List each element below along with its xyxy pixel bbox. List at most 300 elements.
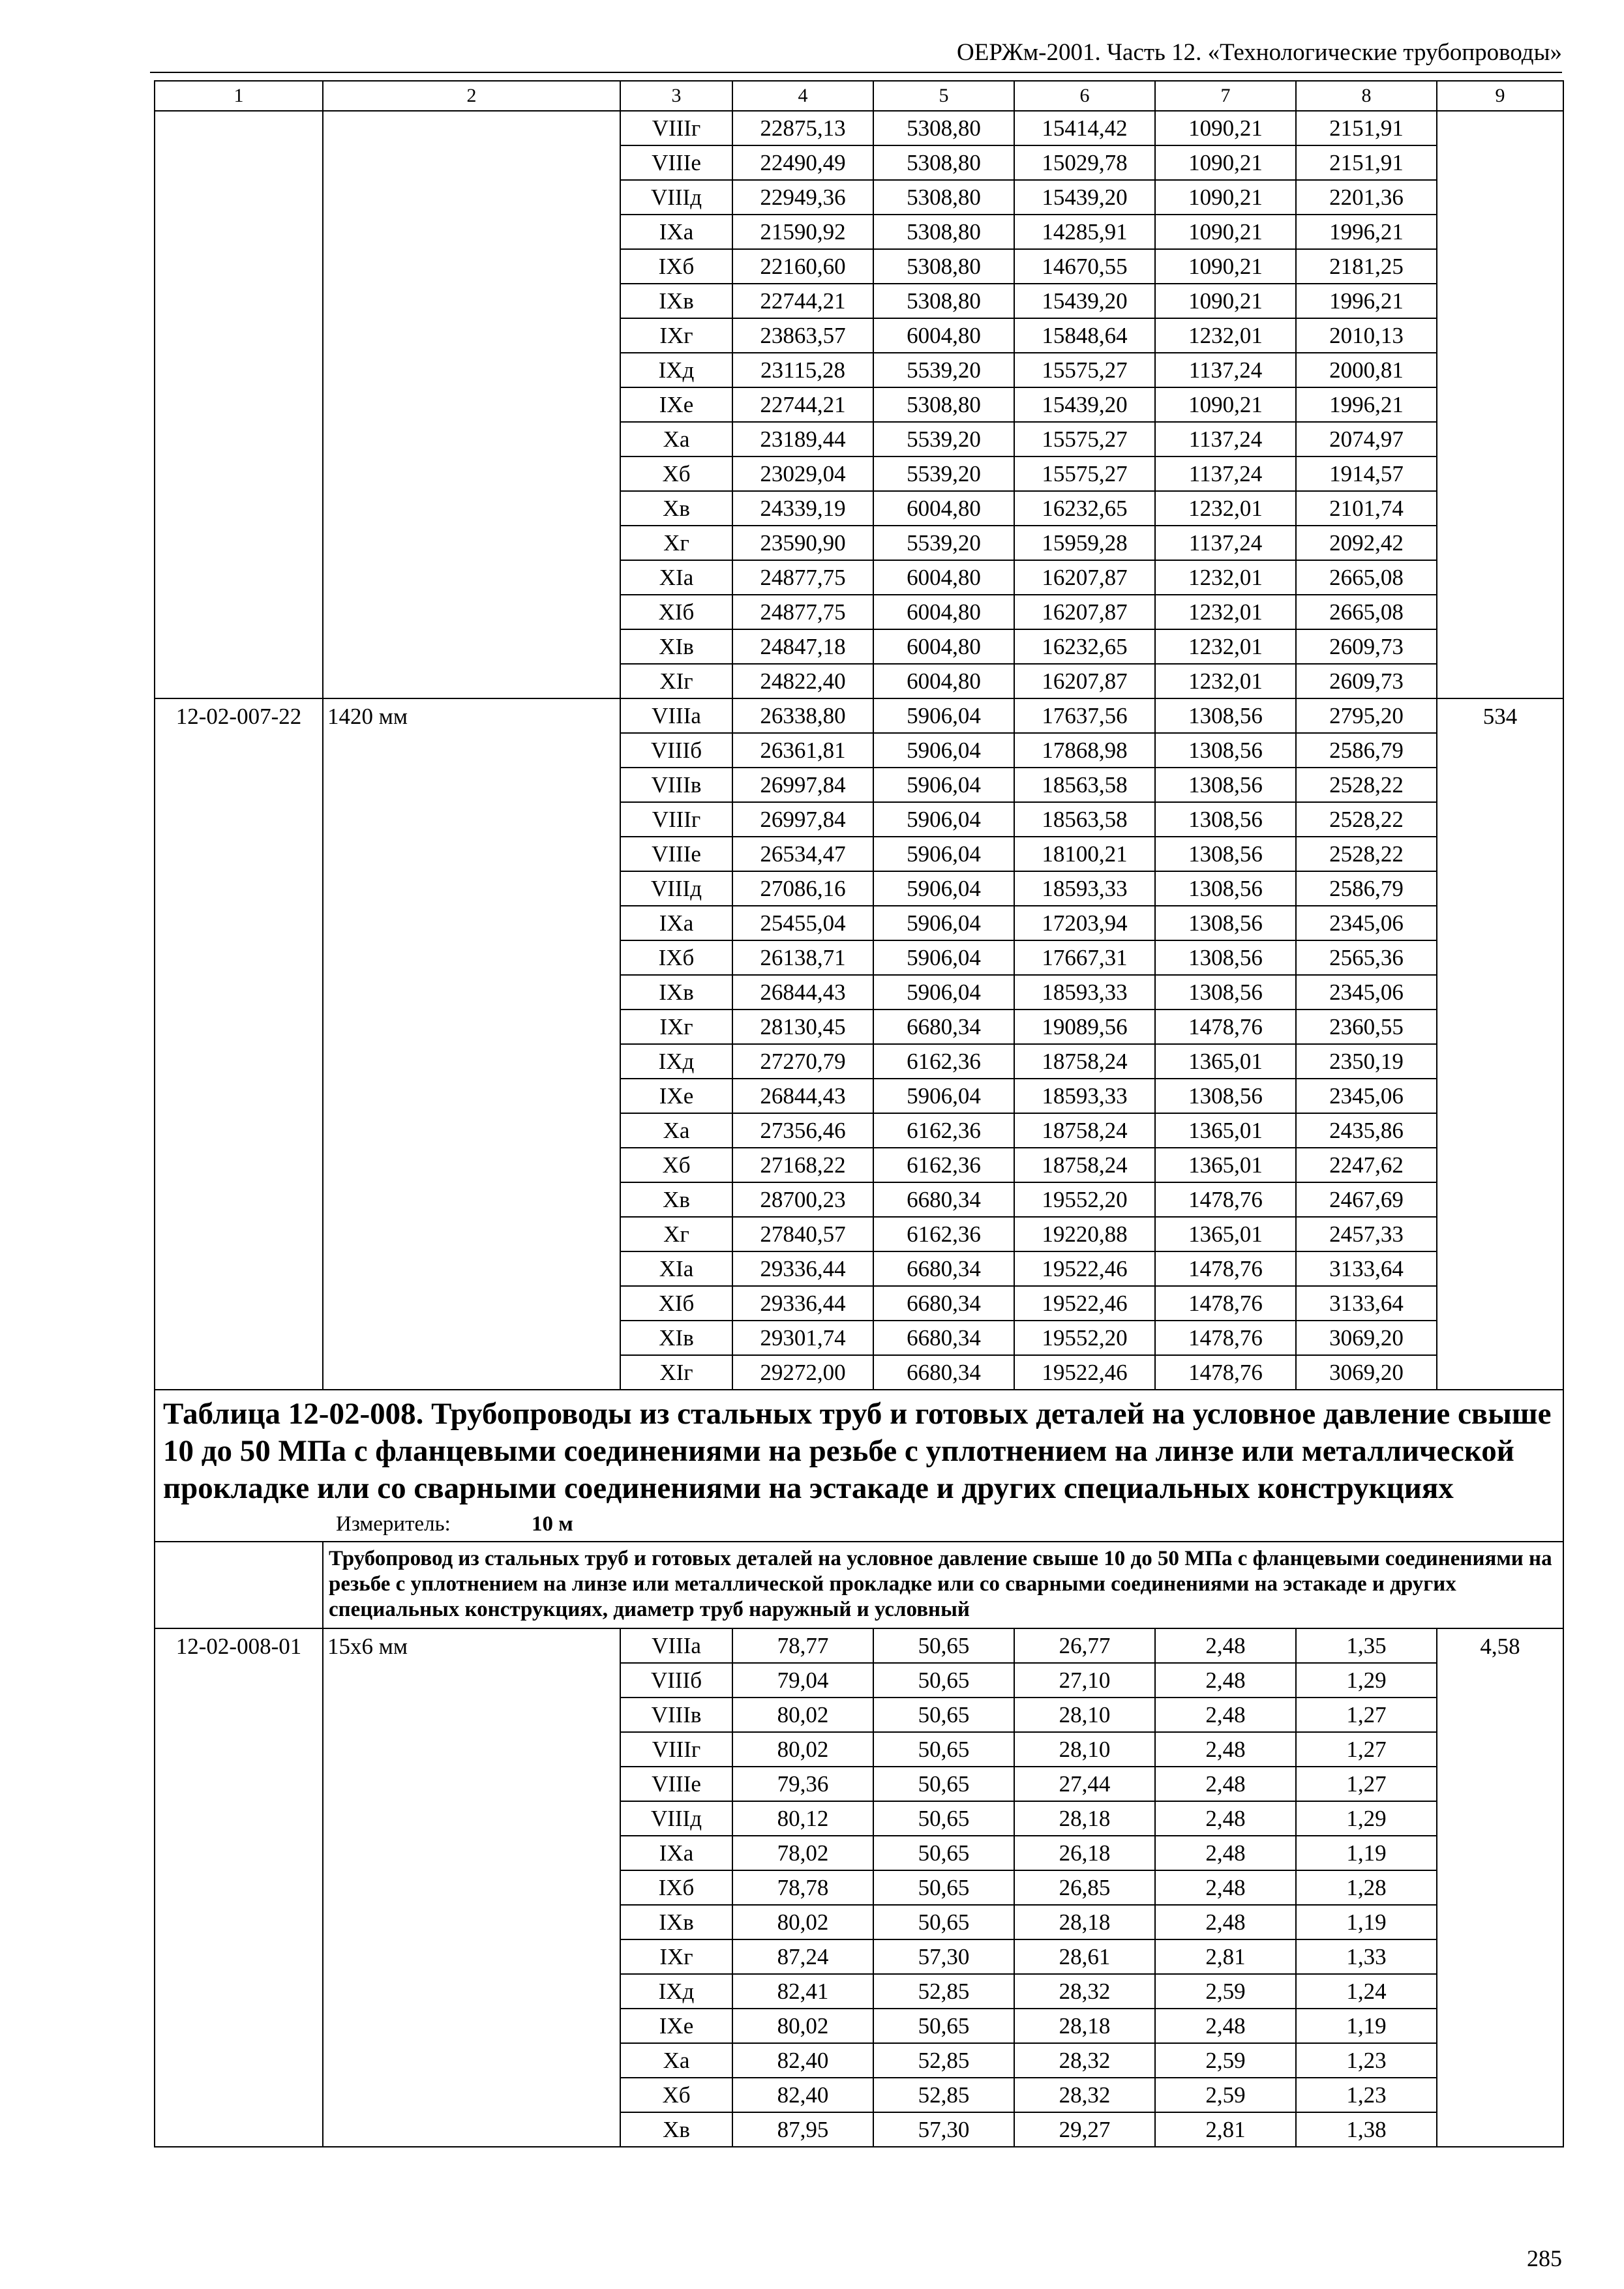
total-cost-cell: 27168,22 <box>732 1148 873 1182</box>
column-number-row <box>155 81 1563 111</box>
rate-code-cell <box>155 111 323 698</box>
wages-cell: 52,85 <box>873 1974 1014 2009</box>
region-cell: VIIIе <box>620 145 732 180</box>
region-cell: IXе <box>620 387 732 422</box>
column-number: 5 <box>873 81 1014 111</box>
operator-wages-cell: 1232,01 <box>1155 318 1296 353</box>
operator-wages-cell: 1090,21 <box>1155 145 1296 180</box>
operator-wages-cell: 2,48 <box>1155 1801 1296 1836</box>
materials-cell: 1,27 <box>1296 1698 1437 1732</box>
machines-cell: 19552,20 <box>1014 1182 1155 1217</box>
wages-cell: 6162,36 <box>873 1217 1014 1251</box>
machines-cell: 28,32 <box>1014 2043 1155 2078</box>
machines-cell: 27,10 <box>1014 1663 1155 1698</box>
materials-cell: 2586,79 <box>1296 871 1437 906</box>
region-cell: VIIIд <box>620 871 732 906</box>
materials-cell: 3133,64 <box>1296 1286 1437 1321</box>
wages-cell: 50,65 <box>873 1905 1014 1939</box>
table-row <box>155 1628 1563 1663</box>
materials-cell: 2010,13 <box>1296 318 1437 353</box>
machines-cell: 28,18 <box>1014 1801 1155 1836</box>
page-number: 285 <box>1527 2245 1562 2271</box>
region-cell: VIIIв <box>620 1698 732 1732</box>
operator-wages-cell: 1308,56 <box>1155 1079 1296 1113</box>
operator-wages-cell: 1137,24 <box>1155 422 1296 456</box>
region-cell: IXб <box>620 1870 732 1905</box>
region-cell: IXв <box>620 284 732 318</box>
machines-cell: 17203,94 <box>1014 906 1155 940</box>
column-number: 8 <box>1296 81 1437 111</box>
operator-wages-cell: 1308,56 <box>1155 802 1296 837</box>
wages-cell: 5308,80 <box>873 180 1014 215</box>
operator-wages-cell: 1478,76 <box>1155 1251 1296 1286</box>
mass-cell: 534 <box>1437 698 1563 1390</box>
materials-cell: 2457,33 <box>1296 1217 1437 1251</box>
materials-cell: 1,19 <box>1296 2009 1437 2043</box>
machines-cell: 26,18 <box>1014 1836 1155 1870</box>
section-heading-spacer <box>155 1542 323 1628</box>
rate-name-cell: 15х6 мм <box>323 1628 620 2147</box>
region-cell: IXе <box>620 1079 732 1113</box>
running-header: ОЕРЖм-2001. Часть 12. «Технологические трубопроводы» <box>957 39 1562 66</box>
region-cell: IXд <box>620 353 732 387</box>
table-title: Таблица 12-02-008. Трубопроводы из стальных труб и готовых деталей на условное давление свыше 10 до 50 МПа с фланцевыми соединениями на резьбе с уплотнением на линзе или металлической прокладке или со сварными соединениями на эстакаде и других специальных конструкциях <box>163 1397 1552 1505</box>
machines-cell: 16232,65 <box>1014 629 1155 664</box>
materials-cell: 3069,20 <box>1296 1321 1437 1355</box>
total-cost-cell: 22490,49 <box>732 145 873 180</box>
materials-cell: 3069,20 <box>1296 1355 1437 1390</box>
total-cost-cell: 22160,60 <box>732 249 873 284</box>
materials-cell: 1996,21 <box>1296 284 1437 318</box>
region-cell: XIа <box>620 560 732 595</box>
total-cost-cell: 27270,79 <box>732 1044 873 1079</box>
wages-cell: 5539,20 <box>873 526 1014 560</box>
wages-cell: 6004,80 <box>873 318 1014 353</box>
column-number: 7 <box>1155 81 1296 111</box>
wages-cell: 5906,04 <box>873 871 1014 906</box>
materials-cell: 2665,08 <box>1296 595 1437 629</box>
region-cell: VIIIб <box>620 733 732 768</box>
total-cost-cell: 78,77 <box>732 1628 873 1663</box>
machines-cell: 18758,24 <box>1014 1044 1155 1079</box>
operator-wages-cell: 1365,01 <box>1155 1113 1296 1148</box>
rates-table <box>154 80 1564 2147</box>
operator-wages-cell: 1232,01 <box>1155 560 1296 595</box>
wages-cell: 6004,80 <box>873 664 1014 698</box>
wages-cell: 50,65 <box>873 1870 1014 1905</box>
machines-cell: 17667,31 <box>1014 940 1155 975</box>
region-cell: XIб <box>620 1286 732 1321</box>
total-cost-cell: 24339,19 <box>732 491 873 526</box>
machines-cell: 14285,91 <box>1014 215 1155 249</box>
machines-cell: 18593,33 <box>1014 871 1155 906</box>
machines-cell: 18758,24 <box>1014 1148 1155 1182</box>
materials-cell: 2345,06 <box>1296 975 1437 1010</box>
machines-cell: 18593,33 <box>1014 1079 1155 1113</box>
region-cell: IXв <box>620 975 732 1010</box>
materials-cell: 2528,22 <box>1296 768 1437 802</box>
materials-cell: 1,28 <box>1296 1870 1437 1905</box>
machines-cell: 16232,65 <box>1014 491 1155 526</box>
materials-cell: 1,24 <box>1296 1974 1437 2009</box>
materials-cell: 1,35 <box>1296 1628 1437 1663</box>
region-cell: IXд <box>620 1044 732 1079</box>
machines-cell: 26,77 <box>1014 1628 1155 1663</box>
total-cost-cell: 23863,57 <box>732 318 873 353</box>
total-cost-cell: 27086,16 <box>732 871 873 906</box>
wages-cell: 5308,80 <box>873 215 1014 249</box>
machines-cell: 16207,87 <box>1014 664 1155 698</box>
wages-cell: 5906,04 <box>873 940 1014 975</box>
operator-wages-cell: 2,59 <box>1155 2078 1296 2112</box>
wages-cell: 6004,80 <box>873 560 1014 595</box>
operator-wages-cell: 1090,21 <box>1155 387 1296 422</box>
wages-cell: 5906,04 <box>873 837 1014 871</box>
operator-wages-cell: 1308,56 <box>1155 733 1296 768</box>
column-number: 4 <box>732 81 873 111</box>
total-cost-cell: 78,02 <box>732 1836 873 1870</box>
region-cell: Xв <box>620 1182 732 1217</box>
machines-cell: 19522,46 <box>1014 1251 1155 1286</box>
materials-cell: 2435,86 <box>1296 1113 1437 1148</box>
region-cell: VIIIб <box>620 1663 732 1698</box>
wages-cell: 5906,04 <box>873 698 1014 733</box>
region-cell: Xб <box>620 1148 732 1182</box>
operator-wages-cell: 1308,56 <box>1155 871 1296 906</box>
operator-wages-cell: 1090,21 <box>1155 111 1296 145</box>
wages-cell: 5906,04 <box>873 802 1014 837</box>
region-cell: VIIIе <box>620 837 732 871</box>
total-cost-cell: 87,95 <box>732 2112 873 2147</box>
machines-cell: 19220,88 <box>1014 1217 1155 1251</box>
operator-wages-cell: 1308,56 <box>1155 768 1296 802</box>
machines-cell: 15439,20 <box>1014 387 1155 422</box>
operator-wages-cell: 2,48 <box>1155 1698 1296 1732</box>
materials-cell: 2586,79 <box>1296 733 1437 768</box>
region-cell: XIг <box>620 664 732 698</box>
total-cost-cell: 28130,45 <box>732 1010 873 1044</box>
operator-wages-cell: 1308,56 <box>1155 698 1296 733</box>
region-cell: VIIIд <box>620 180 732 215</box>
operator-wages-cell: 2,48 <box>1155 1732 1296 1767</box>
machines-cell: 15414,42 <box>1014 111 1155 145</box>
region-cell: VIIIг <box>620 1732 732 1767</box>
machines-cell: 28,18 <box>1014 2009 1155 2043</box>
wages-cell: 57,30 <box>873 2112 1014 2147</box>
column-number: 1 <box>155 81 323 111</box>
operator-wages-cell: 1365,01 <box>1155 1217 1296 1251</box>
rate-name-cell <box>323 111 620 698</box>
wages-cell: 5906,04 <box>873 1079 1014 1113</box>
column-number: 6 <box>1014 81 1155 111</box>
rates-table-body <box>155 81 1563 2147</box>
operator-wages-cell: 2,48 <box>1155 1870 1296 1905</box>
wages-cell: 6004,80 <box>873 629 1014 664</box>
machines-cell: 28,32 <box>1014 1974 1155 2009</box>
mass-cell <box>1437 111 1563 698</box>
wages-cell: 6162,36 <box>873 1148 1014 1182</box>
operator-wages-cell: 1232,01 <box>1155 664 1296 698</box>
total-cost-cell: 80,02 <box>732 1732 873 1767</box>
wages-cell: 50,65 <box>873 1698 1014 1732</box>
operator-wages-cell: 1478,76 <box>1155 1321 1296 1355</box>
materials-cell: 3133,64 <box>1296 1251 1437 1286</box>
region-cell: VIIIд <box>620 1801 732 1836</box>
total-cost-cell: 26361,81 <box>732 733 873 768</box>
operator-wages-cell: 1090,21 <box>1155 215 1296 249</box>
materials-cell: 2345,06 <box>1296 1079 1437 1113</box>
rate-name-cell: 1420 мм <box>323 698 620 1390</box>
machines-cell: 28,61 <box>1014 1939 1155 1974</box>
total-cost-cell: 22949,36 <box>732 180 873 215</box>
total-cost-cell: 78,78 <box>732 1870 873 1905</box>
region-cell: Xб <box>620 2078 732 2112</box>
operator-wages-cell: 1232,01 <box>1155 491 1296 526</box>
materials-cell: 2528,22 <box>1296 837 1437 871</box>
table-row <box>155 111 1563 145</box>
operator-wages-cell: 1090,21 <box>1155 249 1296 284</box>
rate-code-cell: 12-02-008-01 <box>155 1628 323 2147</box>
operator-wages-cell: 1090,21 <box>1155 284 1296 318</box>
total-cost-cell: 25455,04 <box>732 906 873 940</box>
rate-code-cell: 12-02-007-22 <box>155 698 323 1390</box>
region-cell: IXб <box>620 249 732 284</box>
materials-cell: 2151,91 <box>1296 145 1437 180</box>
wages-cell: 6680,34 <box>873 1321 1014 1355</box>
operator-wages-cell: 1137,24 <box>1155 456 1296 491</box>
region-cell: Xг <box>620 526 732 560</box>
total-cost-cell: 29336,44 <box>732 1251 873 1286</box>
materials-cell: 2092,42 <box>1296 526 1437 560</box>
region-cell: Xг <box>620 1217 732 1251</box>
region-cell: VIIIа <box>620 1628 732 1663</box>
wages-cell: 5308,80 <box>873 387 1014 422</box>
region-cell: IXб <box>620 940 732 975</box>
operator-wages-cell: 1137,24 <box>1155 353 1296 387</box>
operator-wages-cell: 1308,56 <box>1155 940 1296 975</box>
materials-cell: 1,23 <box>1296 2043 1437 2078</box>
machines-cell: 17868,98 <box>1014 733 1155 768</box>
operator-wages-cell: 2,48 <box>1155 1628 1296 1663</box>
wages-cell: 5308,80 <box>873 111 1014 145</box>
wages-cell: 50,65 <box>873 1628 1014 1663</box>
measure-label: Измеритель: <box>336 1512 451 1536</box>
wages-cell: 52,85 <box>873 2043 1014 2078</box>
operator-wages-cell: 1308,56 <box>1155 906 1296 940</box>
machines-cell: 16207,87 <box>1014 560 1155 595</box>
region-cell: XIв <box>620 1321 732 1355</box>
total-cost-cell: 82,41 <box>732 1974 873 2009</box>
materials-cell: 2665,08 <box>1296 560 1437 595</box>
wages-cell: 5308,80 <box>873 249 1014 284</box>
total-cost-cell: 26997,84 <box>732 802 873 837</box>
machines-cell: 15575,27 <box>1014 422 1155 456</box>
operator-wages-cell: 2,48 <box>1155 1836 1296 1870</box>
machines-cell: 27,44 <box>1014 1767 1155 1801</box>
region-cell: VIIIа <box>620 698 732 733</box>
region-cell: Xв <box>620 491 732 526</box>
region-cell: Xв <box>620 2112 732 2147</box>
operator-wages-cell: 2,81 <box>1155 1939 1296 1974</box>
wages-cell: 50,65 <box>873 1801 1014 1836</box>
materials-cell: 2345,06 <box>1296 906 1437 940</box>
operator-wages-cell: 2,59 <box>1155 1974 1296 2009</box>
wages-cell: 5308,80 <box>873 284 1014 318</box>
wages-cell: 5539,20 <box>873 456 1014 491</box>
total-cost-cell: 22744,21 <box>732 284 873 318</box>
materials-cell: 2101,74 <box>1296 491 1437 526</box>
total-cost-cell: 26338,80 <box>732 698 873 733</box>
machines-cell: 19089,56 <box>1014 1010 1155 1044</box>
wages-cell: 6680,34 <box>873 1182 1014 1217</box>
total-cost-cell: 24877,75 <box>732 560 873 595</box>
operator-wages-cell: 2,48 <box>1155 1767 1296 1801</box>
materials-cell: 2247,62 <box>1296 1148 1437 1182</box>
operator-wages-cell: 1137,24 <box>1155 526 1296 560</box>
materials-cell: 1,38 <box>1296 2112 1437 2147</box>
wages-cell: 5539,20 <box>873 422 1014 456</box>
wages-cell: 6162,36 <box>873 1113 1014 1148</box>
total-cost-cell: 26138,71 <box>732 940 873 975</box>
operator-wages-cell: 1308,56 <box>1155 975 1296 1010</box>
total-cost-cell: 24877,75 <box>732 595 873 629</box>
wages-cell: 6162,36 <box>873 1044 1014 1079</box>
total-cost-cell: 29336,44 <box>732 1286 873 1321</box>
wages-cell: 52,85 <box>873 2078 1014 2112</box>
materials-cell: 2609,73 <box>1296 629 1437 664</box>
total-cost-cell: 23189,44 <box>732 422 873 456</box>
machines-cell: 15575,27 <box>1014 353 1155 387</box>
total-cost-cell: 79,36 <box>732 1767 873 1801</box>
machines-cell: 16207,87 <box>1014 595 1155 629</box>
header-rule <box>150 72 1562 73</box>
operator-wages-cell: 1232,01 <box>1155 595 1296 629</box>
machines-cell: 15575,27 <box>1014 456 1155 491</box>
wages-cell: 6680,34 <box>873 1286 1014 1321</box>
region-cell: IXа <box>620 1836 732 1870</box>
materials-cell: 2350,19 <box>1296 1044 1437 1079</box>
machines-cell: 18563,58 <box>1014 802 1155 837</box>
total-cost-cell: 80,02 <box>732 1905 873 1939</box>
materials-cell: 2528,22 <box>1296 802 1437 837</box>
operator-wages-cell: 1365,01 <box>1155 1044 1296 1079</box>
total-cost-cell: 23115,28 <box>732 353 873 387</box>
operator-wages-cell: 2,59 <box>1155 2043 1296 2078</box>
total-cost-cell: 80,02 <box>732 2009 873 2043</box>
total-cost-cell: 27356,46 <box>732 1113 873 1148</box>
region-cell: XIв <box>620 629 732 664</box>
column-number: 2 <box>323 81 620 111</box>
region-cell: IXд <box>620 1974 732 2009</box>
materials-cell: 1,29 <box>1296 1663 1437 1698</box>
total-cost-cell: 29272,00 <box>732 1355 873 1390</box>
machines-cell: 26,85 <box>1014 1870 1155 1905</box>
wages-cell: 50,65 <box>873 1732 1014 1767</box>
machines-cell: 18758,24 <box>1014 1113 1155 1148</box>
total-cost-cell: 29301,74 <box>732 1321 873 1355</box>
operator-wages-cell: 2,48 <box>1155 2009 1296 2043</box>
operator-wages-cell: 1478,76 <box>1155 1355 1296 1390</box>
region-cell: Xа <box>620 422 732 456</box>
materials-cell: 2360,55 <box>1296 1010 1437 1044</box>
total-cost-cell: 27840,57 <box>732 1217 873 1251</box>
measure-line <box>163 1511 1559 1537</box>
materials-cell: 2609,73 <box>1296 664 1437 698</box>
total-cost-cell: 80,02 <box>732 1698 873 1732</box>
region-cell: IXг <box>620 318 732 353</box>
region-cell: VIIIв <box>620 768 732 802</box>
machines-cell: 15439,20 <box>1014 284 1155 318</box>
table-title-row <box>155 1390 1563 1542</box>
operator-wages-cell: 1308,56 <box>1155 837 1296 871</box>
machines-cell: 28,18 <box>1014 1905 1155 1939</box>
machines-cell: 15029,78 <box>1014 145 1155 180</box>
region-cell: VIIIе <box>620 1767 732 1801</box>
wages-cell: 5308,80 <box>873 145 1014 180</box>
wages-cell: 50,65 <box>873 1767 1014 1801</box>
wages-cell: 6680,34 <box>873 1010 1014 1044</box>
materials-cell: 1,27 <box>1296 1767 1437 1801</box>
machines-cell: 18563,58 <box>1014 768 1155 802</box>
table-title-cell <box>155 1390 1563 1542</box>
total-cost-cell: 22744,21 <box>732 387 873 422</box>
total-cost-cell: 26844,43 <box>732 1079 873 1113</box>
total-cost-cell: 82,40 <box>732 2078 873 2112</box>
materials-cell: 1,27 <box>1296 1732 1437 1767</box>
machines-cell: 17637,56 <box>1014 698 1155 733</box>
machines-cell: 19522,46 <box>1014 1286 1155 1321</box>
region-cell: IXа <box>620 906 732 940</box>
region-cell: IXа <box>620 215 732 249</box>
section-heading-row <box>155 1542 1563 1628</box>
region-cell: VIIIг <box>620 111 732 145</box>
materials-cell: 2181,25 <box>1296 249 1437 284</box>
materials-cell: 1,33 <box>1296 1939 1437 1974</box>
materials-cell: 1,19 <box>1296 1905 1437 1939</box>
materials-cell: 2000,81 <box>1296 353 1437 387</box>
wages-cell: 5906,04 <box>873 975 1014 1010</box>
wages-cell: 57,30 <box>873 1939 1014 1974</box>
machines-cell: 19552,20 <box>1014 1321 1155 1355</box>
total-cost-cell: 80,12 <box>732 1801 873 1836</box>
wages-cell: 6004,80 <box>873 595 1014 629</box>
materials-cell: 2201,36 <box>1296 180 1437 215</box>
region-cell: XIа <box>620 1251 732 1286</box>
machines-cell: 15439,20 <box>1014 180 1155 215</box>
materials-cell: 1914,57 <box>1296 456 1437 491</box>
machines-cell: 28,10 <box>1014 1698 1155 1732</box>
column-number: 3 <box>620 81 732 111</box>
machines-cell: 18100,21 <box>1014 837 1155 871</box>
machines-cell: 29,27 <box>1014 2112 1155 2147</box>
materials-cell: 2467,69 <box>1296 1182 1437 1217</box>
total-cost-cell: 23029,04 <box>732 456 873 491</box>
total-cost-cell: 26534,47 <box>732 837 873 871</box>
machines-cell: 18593,33 <box>1014 975 1155 1010</box>
total-cost-cell: 22875,13 <box>732 111 873 145</box>
operator-wages-cell: 2,81 <box>1155 2112 1296 2147</box>
materials-cell: 1996,21 <box>1296 387 1437 422</box>
wages-cell: 5539,20 <box>873 353 1014 387</box>
machines-cell: 14670,55 <box>1014 249 1155 284</box>
region-cell: IXг <box>620 1939 732 1974</box>
machines-cell: 19522,46 <box>1014 1355 1155 1390</box>
operator-wages-cell: 1365,01 <box>1155 1148 1296 1182</box>
operator-wages-cell: 1478,76 <box>1155 1010 1296 1044</box>
region-cell: Xа <box>620 2043 732 2078</box>
wages-cell: 5906,04 <box>873 768 1014 802</box>
materials-cell: 1996,21 <box>1296 215 1437 249</box>
